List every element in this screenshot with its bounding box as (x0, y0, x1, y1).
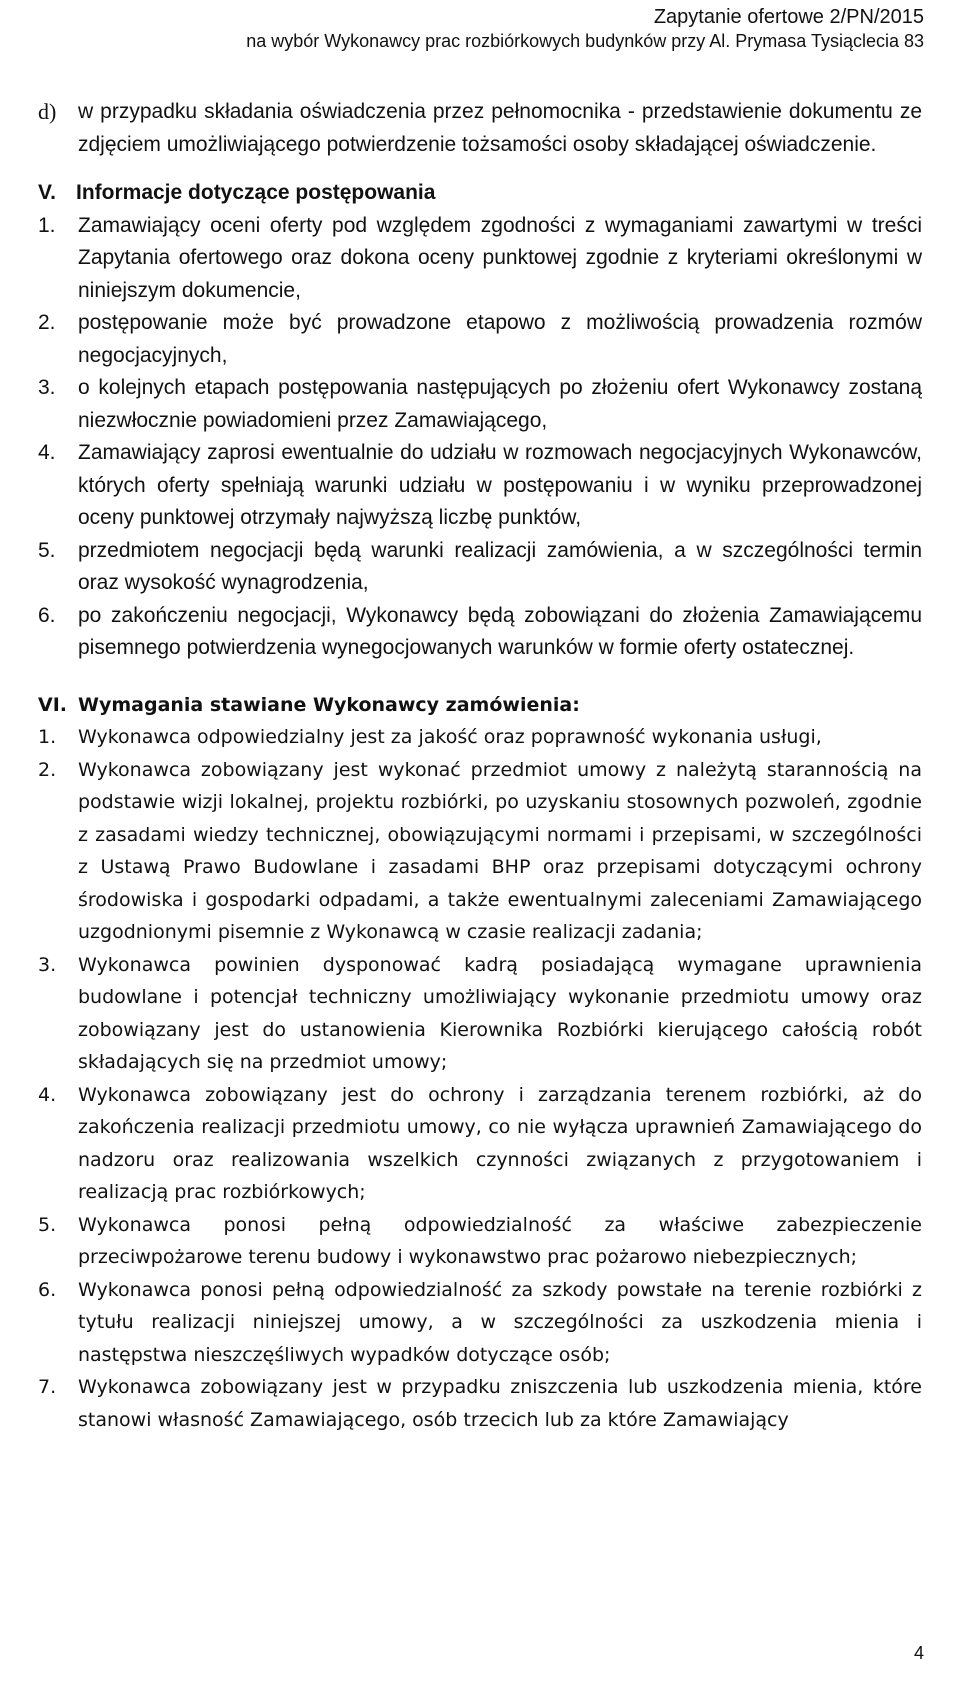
list-item-text: przedmiotem negocjacji będą warunki realizacji zamówienia, a w szczególności termin oraz wysokość wynagrodzenia, (78, 538, 922, 594)
list-item-marker: 6. (38, 1278, 57, 1301)
list-item-text: Wykonawca zobowiązany jest do ochrony i zarządzania terenem rozbiórki, aż do zakończenia realizacji przedmiotu umowy, co nie wyłącza uprawnień Zamawiającego do nadzoru oraz realizowania wszelkich czynności związanych z przygotowaniem i realizacją prac rozbiórkowych; (78, 1083, 922, 1203)
list-item-marker: 6. (38, 603, 56, 627)
document-body (38, 96, 922, 1436)
section-v-number: V. (38, 181, 56, 204)
list-item-marker: 2. (38, 758, 57, 781)
list-item-marker: 2. (38, 311, 56, 334)
list-item-marker: 1. (38, 213, 56, 237)
list-item (38, 96, 922, 161)
list-item-marker: 5. (38, 1213, 57, 1236)
section-vi-number: VI. (38, 693, 67, 716)
list-item-text: Wykonawca ponosi pełną odpowiedzialność za szkody powstałe na terenie rozbiórki z tytułu realizacji niniejszej umowy, a w szczególności za uszkodzenia mienia i następstwa nieszczęśliwych wypadków dotyczące osób; (78, 1278, 922, 1366)
list-item (38, 1209, 922, 1274)
list-item (38, 949, 922, 1079)
header-subtitle: na wybór Wykonawcy prac rozbiórkowych budynków przy Al. Prymasa Tysiąclecia 83 (246, 31, 924, 51)
section-vi-list (38, 721, 922, 1436)
header-title: Zapytanie ofertowe 2/PN/2015 (653, 6, 924, 28)
list-item-marker: 1. (38, 726, 57, 748)
list-item (38, 210, 922, 308)
list-item (38, 535, 922, 600)
list-item (38, 1079, 922, 1209)
section-v-title: Informacje dotyczące postępowania (76, 181, 436, 204)
list-item (38, 372, 922, 437)
list-item-marker: 3. (38, 953, 57, 976)
list-item-text: Wykonawca powinien dysponować kadrą posiadającą wymagane uprawnienia budowlane i potencjał techniczny umożliwiający wykonanie przedmiotu umowy oraz zobowiązany jest do ustanowienia Kierownika Rozbiórki kierującego całością robót składających się na przedmiot umowy; (78, 953, 922, 1073)
point-d (38, 96, 922, 161)
section-vi-heading (38, 689, 922, 722)
list-item-text: Zamawiający zaprosi ewentualnie do udziału w rozmowach negocjacyjnych Wykonawców, których oferty spełniają warunki udziału w postępowaniu i w wyniku przeprowadzonej oceny punktowej otrzymały najwyższą liczbę punktów, (78, 441, 922, 529)
list-item-marker: 5. (38, 538, 56, 562)
section-v-heading (38, 177, 922, 210)
list-item-marker: 3. (38, 376, 56, 399)
list-item (38, 721, 922, 754)
section-v-list (38, 210, 922, 665)
list-item-text: Wykonawca zobowiązany jest w przypadku zniszczenia lub uszkodzenia mienia, które stanowi własność Zamawiającego, osób trzecich lub za które Zamawiający (78, 1376, 922, 1431)
list-item (38, 754, 922, 949)
list-item-text: Zamawiający oceni oferty pod względem zgodności z wymaganiami zawartymi w treści Zapytania ofertowego oraz dokona oceny punktowej zgodnie z kryteriami określonymi w niniejszym dokumencie, (78, 213, 922, 302)
section-vi (38, 689, 922, 1437)
section-vi-title: Wymagania stawiane Wykonawcy zamówienia: (78, 693, 580, 716)
list-item-text: Wykonawca ponosi pełną odpowiedzialność za właściwe zabezpieczenie przeciwpożarowe terenu budowy i wykonawstwo prac pożarowo niebezpiecznych; (78, 1213, 922, 1268)
list-item (38, 600, 922, 665)
point-d-marker: d) (38, 99, 57, 124)
list-item-text: Wykonawca zobowiązany jest wykonać przedmiot umowy z należytą starannością na podstawie wizji lokalnej, projektu rozbiórki, po uzyskaniu stosownych pozwoleń, zgodnie z zasadami wiedzy technicznej, obowiązującymi normami i przepisami, w szczególności z Ustawą Prawo Budowlane i zasadami BHP oraz przepisami dotyczącymi ochrony środowiska i gospodarki odpadami, a także ewentualnymi zaleceniami Zamawiającego uzgodnionymi pisemnie z Wykonawcą w czasie realizacji zadania; (78, 758, 922, 943)
list-item (38, 1274, 922, 1372)
list-item-marker: 4. (38, 441, 56, 464)
list-item (38, 1371, 922, 1436)
list-item-marker: 4. (38, 1083, 57, 1106)
section-v (38, 177, 922, 665)
page-number: 4 (913, 1643, 924, 1663)
list-item (38, 437, 922, 535)
list-item-text: postępowanie może być prowadzone etapowo z możliwością prowadzenia rozmów negocjacyjnych, (78, 311, 922, 367)
list-item-text: Wykonawca odpowiedzialny jest za jakość oraz poprawność wykonania usługi, (78, 726, 822, 748)
list-item (38, 307, 922, 372)
point-d-text: w przypadku składania oświadczenia przez pełnomocnika - przedstawienie dokumentu ze zdjęciem umożliwiającego potwierdzenie tożsamości osoby składającej oświadczenie. (78, 100, 922, 156)
page-header (246, 4, 924, 52)
list-item-text: po zakończeniu negocjacji, Wykonawcy będą zobowiązani do złożenia Zamawiającemu pisemnego potwierdzenia wynegocjowanych warunków w formie oferty ostatecznej. (78, 603, 922, 659)
list-item-marker: 7. (38, 1376, 57, 1398)
list-item-text: o kolejnych etapach postępowania następujących po złożeniu ofert Wykonawcy zostaną niezwłocznie powiadomieni przez Zamawiającego, (78, 376, 922, 432)
